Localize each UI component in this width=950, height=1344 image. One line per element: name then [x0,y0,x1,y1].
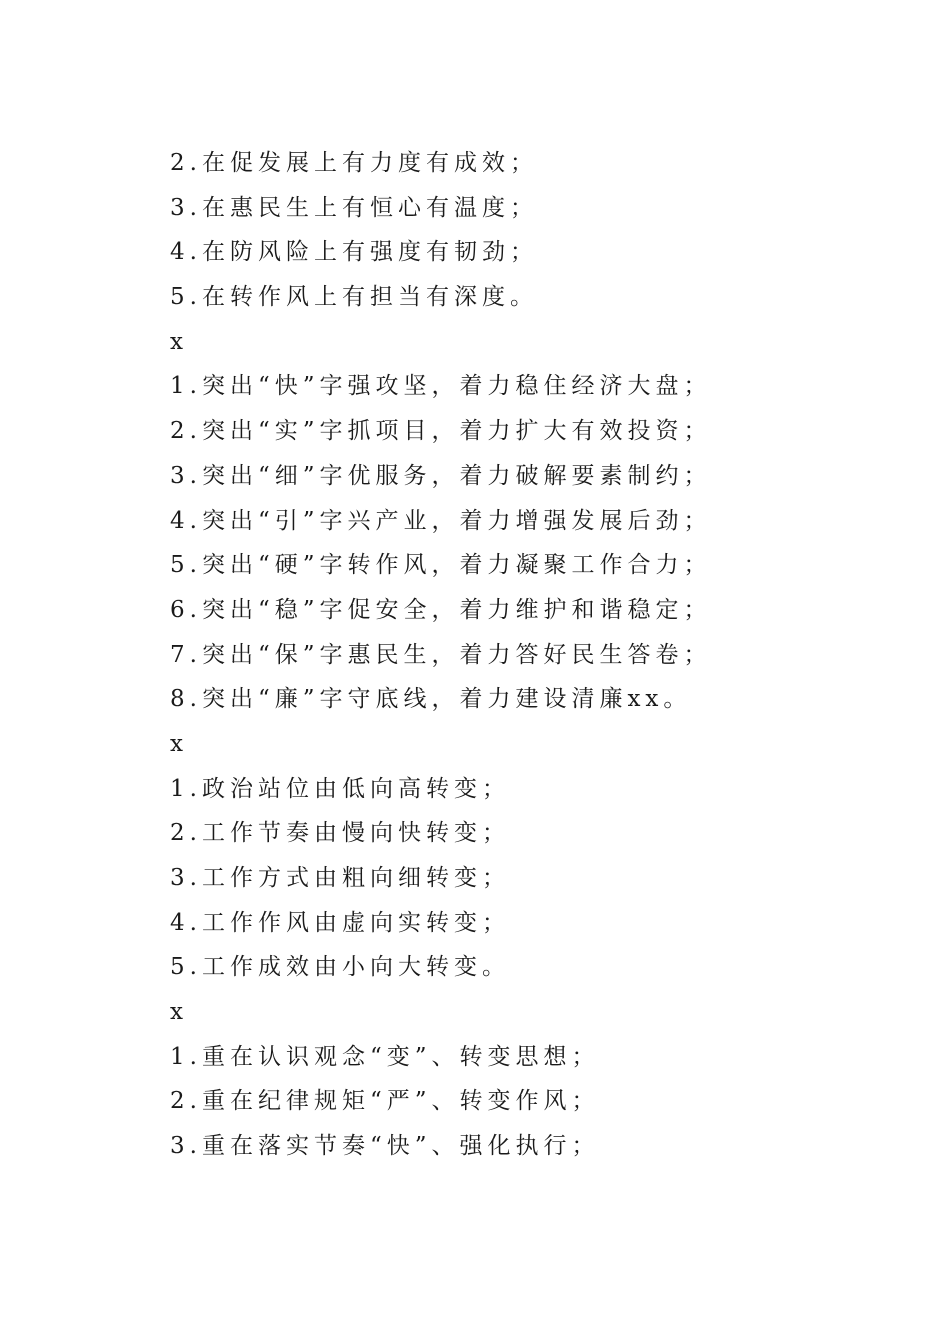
list-item: 3.在惠民生上有恒心有温度； [170,194,538,221]
list-item: 4.突出“引”字兴产业，着力增强发展后劲； [170,507,712,534]
list-item: 5.在转作风上有担当有深度。 [170,284,538,311]
list-item: 2.重在纪律规矩“严”、转变作风； [170,1088,600,1115]
list-item: 4.在防风险上有强度有韧劲； [170,239,538,266]
list-item: 5.突出“硬”字转作风，着力凝聚工作合力； [170,552,712,579]
section-separator: x [170,328,183,355]
list-item: 1.政治站位由低向高转变； [170,775,510,802]
list-item: 2.工作节奏由慢向快转变； [170,820,510,847]
list-item: 3.突出“细”字优服务，着力破解要素制约； [170,462,712,489]
document-body [170,141,890,1169]
list-item: 8.突出“廉”字守底线，着力建设清廉xx。 [170,686,692,713]
list-item: 1.重在认识观念“变”、转变思想； [170,1043,600,1070]
list-item: 4.工作作风由虚向实转变； [170,909,510,936]
list-item: 2.在促发展上有力度有成效； [170,150,538,176]
list-item: 6.突出“稳”字促安全，着力维护和谐稳定； [170,596,712,623]
list-item: 1.突出“快”字强攻坚，着力稳住经济大盘； [170,373,712,400]
list-item: 2.突出“实”字抓项目，着力扩大有效投资； [170,418,712,445]
section-separator: x [170,730,183,757]
list-item: 7.突出“保”字惠民生，着力答好民生答卷； [170,641,712,668]
list-item: 3.工作方式由粗向细转变； [170,865,510,891]
section-separator: x [170,999,183,1026]
list-item: 3.重在落实节奏“快”、强化执行； [170,1133,600,1160]
list-item: 5.工作成效由小向大转变。 [170,954,510,981]
